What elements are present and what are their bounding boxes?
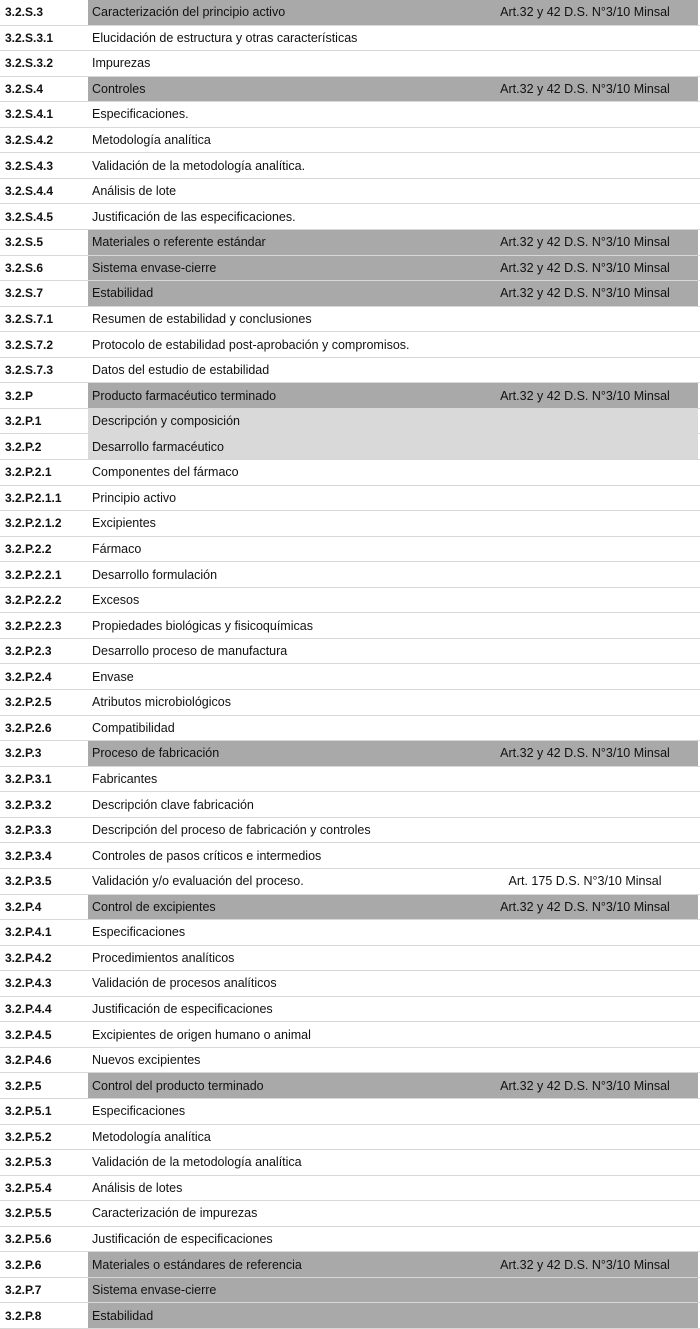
- legal-reference: Art.32 y 42 D.S. N°3/10 Minsal: [472, 0, 698, 25]
- section-code: 3.2.P.2.3: [5, 644, 52, 659]
- section-description: Impurezas: [92, 56, 151, 71]
- legal-reference: [472, 1303, 698, 1328]
- legal-reference: [472, 102, 698, 127]
- section-code: 3.2.P.4.5: [5, 1027, 52, 1042]
- legal-reference: [472, 128, 698, 153]
- section-code: 3.2.P.5.1: [5, 1104, 52, 1119]
- section-description: Propiedades biológicas y fisicoquímicas: [92, 618, 313, 633]
- table-row: [0, 332, 700, 358]
- legal-reference: [472, 1201, 698, 1226]
- table-row: [0, 383, 700, 409]
- section-description: Excesos: [92, 593, 140, 608]
- section-code: 3.2.S.3: [5, 5, 44, 20]
- table-row: [0, 179, 700, 205]
- legal-reference: [472, 767, 698, 792]
- legal-reference: [472, 1022, 698, 1047]
- table-row: [0, 1099, 700, 1125]
- table-row: [0, 486, 700, 512]
- section-code: 3.2.P: [5, 388, 34, 403]
- section-description: Procedimientos analíticos: [92, 950, 235, 965]
- section-code: 3.2.P.1: [5, 414, 42, 429]
- table-row: [0, 1252, 700, 1278]
- section-code: 3.2.P.3: [5, 746, 42, 761]
- legal-reference: [472, 51, 698, 76]
- section-description: Excipientes: [92, 516, 156, 531]
- table-row: [0, 1048, 700, 1074]
- section-code: 3.2.P.3.1: [5, 771, 52, 786]
- section-description: Descripción y composición: [88, 409, 472, 434]
- section-description: Análisis de lotes: [92, 1180, 183, 1195]
- section-description: Control de excipientes: [88, 895, 472, 920]
- section-description: Especificaciones: [92, 1104, 186, 1119]
- section-description: Desarrollo formulación: [92, 567, 218, 582]
- table-row: [0, 869, 700, 895]
- section-description: Control del producto terminado: [88, 1073, 472, 1098]
- section-description: Materiales o referente estándar: [88, 230, 472, 255]
- section-code: 3.2.S.4.1: [5, 107, 54, 122]
- legal-reference: Art.32 y 42 D.S. N°3/10 Minsal: [472, 895, 698, 920]
- section-description: Nuevos excipientes: [92, 1053, 201, 1068]
- table-row: [0, 102, 700, 128]
- section-description: Componentes del fármaco: [92, 465, 239, 480]
- section-description: Desarrollo proceso de manufactura: [92, 644, 288, 659]
- section-description: Justificación de especificaciones: [92, 1002, 273, 1017]
- legal-reference: [472, 920, 698, 945]
- legal-reference: [472, 1125, 698, 1150]
- table-row: [0, 434, 700, 460]
- section-description: Proceso de fabricación: [88, 741, 472, 766]
- section-code: 3.2.P.8: [5, 1308, 42, 1323]
- section-description: Envase: [92, 669, 134, 684]
- legal-reference: Art.32 y 42 D.S. N°3/10 Minsal: [472, 1073, 698, 1098]
- table-row: [0, 946, 700, 972]
- table-row: [0, 1022, 700, 1048]
- table-row: [0, 77, 700, 103]
- section-description: Controles de pasos críticos e intermedios: [92, 848, 322, 863]
- section-code: 3.2.S.7.3: [5, 363, 54, 378]
- table-row: [0, 511, 700, 537]
- table-row: [0, 588, 700, 614]
- section-description: Excipientes de origen humano o animal: [92, 1027, 311, 1042]
- section-description: Controles: [88, 77, 472, 102]
- section-description: Protocolo de estabilidad post-aprobación y compromisos.: [92, 337, 410, 352]
- legal-reference: [472, 690, 698, 715]
- section-description: Validación y/o evaluación del proceso.: [92, 874, 304, 889]
- section-description: Desarrollo farmacéutico: [88, 434, 472, 459]
- legal-reference: [472, 562, 698, 587]
- section-code: 3.2.P.2.1: [5, 465, 52, 480]
- table-row: [0, 562, 700, 588]
- section-code: 3.2.P.4.6: [5, 1053, 52, 1068]
- section-description: Materiales o estándares de referencia: [88, 1252, 472, 1277]
- legal-reference: [472, 307, 698, 332]
- section-description: Justificación de especificaciones: [92, 1232, 273, 1247]
- section-code: 3.2.S.4.2: [5, 133, 54, 148]
- section-code: 3.2.S.5: [5, 235, 44, 250]
- table-row: [0, 792, 700, 818]
- legal-reference: [472, 486, 698, 511]
- table-row: [0, 971, 700, 997]
- section-code: 3.2.P.4.4: [5, 1002, 52, 1017]
- table-row: [0, 1303, 700, 1329]
- section-code: 3.2.P.4: [5, 899, 42, 914]
- section-description: Justificación de las especificaciones.: [92, 209, 296, 224]
- legal-reference: [472, 511, 698, 536]
- section-code: 3.2.P.7: [5, 1283, 42, 1298]
- section-description: Validación de procesos analíticos: [92, 976, 277, 991]
- section-description: Especificaciones.: [92, 107, 189, 122]
- table-row: [0, 26, 700, 52]
- section-code: 3.2.P.6: [5, 1257, 42, 1272]
- section-description: Producto farmacéutico terminado: [88, 383, 472, 408]
- table-row: [0, 256, 700, 282]
- section-code: 3.2.P.2.2.3: [5, 618, 62, 633]
- table-row: [0, 741, 700, 767]
- section-code: 3.2.P.3.2: [5, 797, 52, 812]
- table-row: [0, 204, 700, 230]
- section-code: 3.2.S.3.2: [5, 56, 54, 71]
- legal-reference: [472, 665, 698, 690]
- section-description: Caracterización de impurezas: [92, 1206, 258, 1221]
- section-code: 3.2.P.5.6: [5, 1232, 52, 1247]
- table-row: [0, 1125, 700, 1151]
- table-row: [0, 690, 700, 716]
- table-row: [0, 358, 700, 384]
- section-code: 3.2.P.2.2.1: [5, 567, 62, 582]
- legal-reference: [472, 792, 698, 817]
- table-row: [0, 818, 700, 844]
- section-code: 3.2.S.4.4: [5, 184, 54, 199]
- table-row: [0, 1073, 700, 1099]
- section-code: 3.2.P.5.3: [5, 1155, 52, 1170]
- table-row: [0, 153, 700, 179]
- section-code: 3.2.S.7.1: [5, 311, 54, 326]
- section-code: 3.2.P.2.2: [5, 541, 52, 556]
- section-code: 3.2.P.3.4: [5, 848, 52, 863]
- section-description: Principio activo: [92, 490, 177, 505]
- legal-reference: [472, 971, 698, 996]
- section-code: 3.2.S.3.1: [5, 30, 54, 45]
- legal-reference: Art. 175 D.S. N°3/10 Minsal: [508, 874, 662, 889]
- section-code: 3.2.P.5: [5, 1078, 42, 1093]
- table-row: [0, 767, 700, 793]
- table-row: [0, 1150, 700, 1176]
- section-description: Sistema envase-cierre: [88, 256, 472, 281]
- section-code: 3.2.P.4.3: [5, 976, 52, 991]
- section-code: 3.2.S.7: [5, 286, 44, 301]
- legal-reference: Art.32 y 42 D.S. N°3/10 Minsal: [472, 1252, 698, 1277]
- section-description: Validación de la metodología analítica.: [92, 158, 306, 173]
- section-description: Descripción clave fabricación: [92, 797, 254, 812]
- table-row: [0, 639, 700, 665]
- table-row: [0, 895, 700, 921]
- section-description: Análisis de lote: [92, 184, 177, 199]
- section-description: Validación de la metodología analítica: [92, 1155, 302, 1170]
- legal-reference: [472, 409, 698, 434]
- section-code: 3.2.P.3.3: [5, 823, 52, 838]
- table-row: [0, 460, 700, 486]
- legal-reference: [472, 818, 698, 843]
- table-row: [0, 1227, 700, 1253]
- table-row: [0, 281, 700, 307]
- section-code: 3.2.P.5.5: [5, 1206, 52, 1221]
- legal-reference: [472, 179, 698, 204]
- legal-reference: [472, 946, 698, 971]
- legal-reference: [472, 1176, 698, 1201]
- section-code: 3.2.P.5.4: [5, 1180, 52, 1195]
- legal-reference: Art.32 y 42 D.S. N°3/10 Minsal: [472, 383, 698, 408]
- section-description: Metodología analítica: [92, 133, 211, 148]
- table-row: [0, 843, 700, 869]
- table-row: [0, 0, 700, 26]
- table-row: [0, 613, 700, 639]
- legal-reference: [472, 358, 698, 383]
- section-code: 3.2.P.2.1.1: [5, 490, 62, 505]
- section-description: Atributos microbiológicos: [92, 695, 231, 710]
- section-description: Sistema envase-cierre: [88, 1278, 472, 1303]
- table-row: [0, 920, 700, 946]
- legal-reference: [472, 434, 698, 459]
- section-code: 3.2.P.5.2: [5, 1129, 52, 1144]
- section-code: 3.2.S.7.2: [5, 337, 54, 352]
- table-row: [0, 409, 700, 435]
- table-row: [0, 1278, 700, 1304]
- section-description: Metodología analítica: [92, 1129, 211, 1144]
- table-row: [0, 537, 700, 563]
- section-description: Fabricantes: [92, 771, 158, 786]
- section-code: 3.2.P.4.2: [5, 950, 52, 965]
- legal-reference: [472, 1278, 698, 1303]
- legal-reference: Art.32 y 42 D.S. N°3/10 Minsal: [472, 77, 698, 102]
- table-row: [0, 307, 700, 333]
- section-code: 3.2.P.2.1.2: [5, 516, 62, 531]
- section-code: 3.2.P.4.1: [5, 925, 52, 940]
- legal-reference: [472, 332, 698, 357]
- table-row: [0, 1201, 700, 1227]
- section-code: 3.2.S.4: [5, 81, 44, 96]
- section-code: 3.2.P.2.4: [5, 669, 52, 684]
- section-code: 3.2.P.2.6: [5, 720, 52, 735]
- section-code: 3.2.P.3.5: [5, 874, 52, 889]
- legal-reference: [472, 588, 698, 613]
- legal-reference: [472, 613, 698, 638]
- table-row: [0, 230, 700, 256]
- section-description: Compatibilidad: [92, 720, 175, 735]
- legal-reference: [472, 997, 698, 1022]
- table-row: [0, 997, 700, 1023]
- table-row: [0, 1176, 700, 1202]
- legal-reference: [472, 639, 698, 664]
- section-description: Caracterización del principio activo: [88, 0, 472, 25]
- legal-reference: [472, 204, 698, 229]
- section-description: Estabilidad: [88, 281, 472, 306]
- section-code: 3.2.P.2.5: [5, 695, 52, 710]
- legal-reference: [472, 460, 698, 485]
- legal-reference: [472, 153, 698, 178]
- legal-reference: Art.32 y 42 D.S. N°3/10 Minsal: [472, 281, 698, 306]
- legal-reference: [472, 1150, 698, 1175]
- legal-reference: Art.32 y 42 D.S. N°3/10 Minsal: [472, 741, 698, 766]
- table-row: [0, 128, 700, 154]
- legal-reference: [472, 716, 698, 741]
- section-description: Elucidación de estructura y otras características: [92, 30, 358, 45]
- table-row: [0, 665, 700, 691]
- legal-reference: [472, 26, 698, 51]
- section-description: Descripción del proceso de fabricación y controles: [92, 823, 371, 838]
- section-code: 3.2.P.2.2.2: [5, 593, 62, 608]
- section-description: Estabilidad: [88, 1303, 472, 1328]
- legal-reference: [472, 537, 698, 562]
- legal-reference: Art.32 y 42 D.S. N°3/10 Minsal: [472, 230, 698, 255]
- legal-reference: [472, 843, 698, 868]
- section-description: Resumen de estabilidad y conclusiones: [92, 311, 312, 326]
- section-description: Datos del estudio de estabilidad: [92, 363, 270, 378]
- section-code: 3.2.S.4.3: [5, 158, 54, 173]
- section-code: 3.2.S.6: [5, 260, 44, 275]
- legal-reference: [472, 1227, 698, 1252]
- table-row: [0, 51, 700, 77]
- legal-reference: [472, 1099, 698, 1124]
- section-description: Especificaciones: [92, 925, 186, 940]
- legal-reference: Art.32 y 42 D.S. N°3/10 Minsal: [472, 256, 698, 281]
- section-code: 3.2.S.4.5: [5, 209, 54, 224]
- section-description: Fármaco: [92, 541, 142, 556]
- table-row: [0, 716, 700, 742]
- legal-reference: [472, 1048, 698, 1073]
- section-code: 3.2.P.2: [5, 439, 42, 454]
